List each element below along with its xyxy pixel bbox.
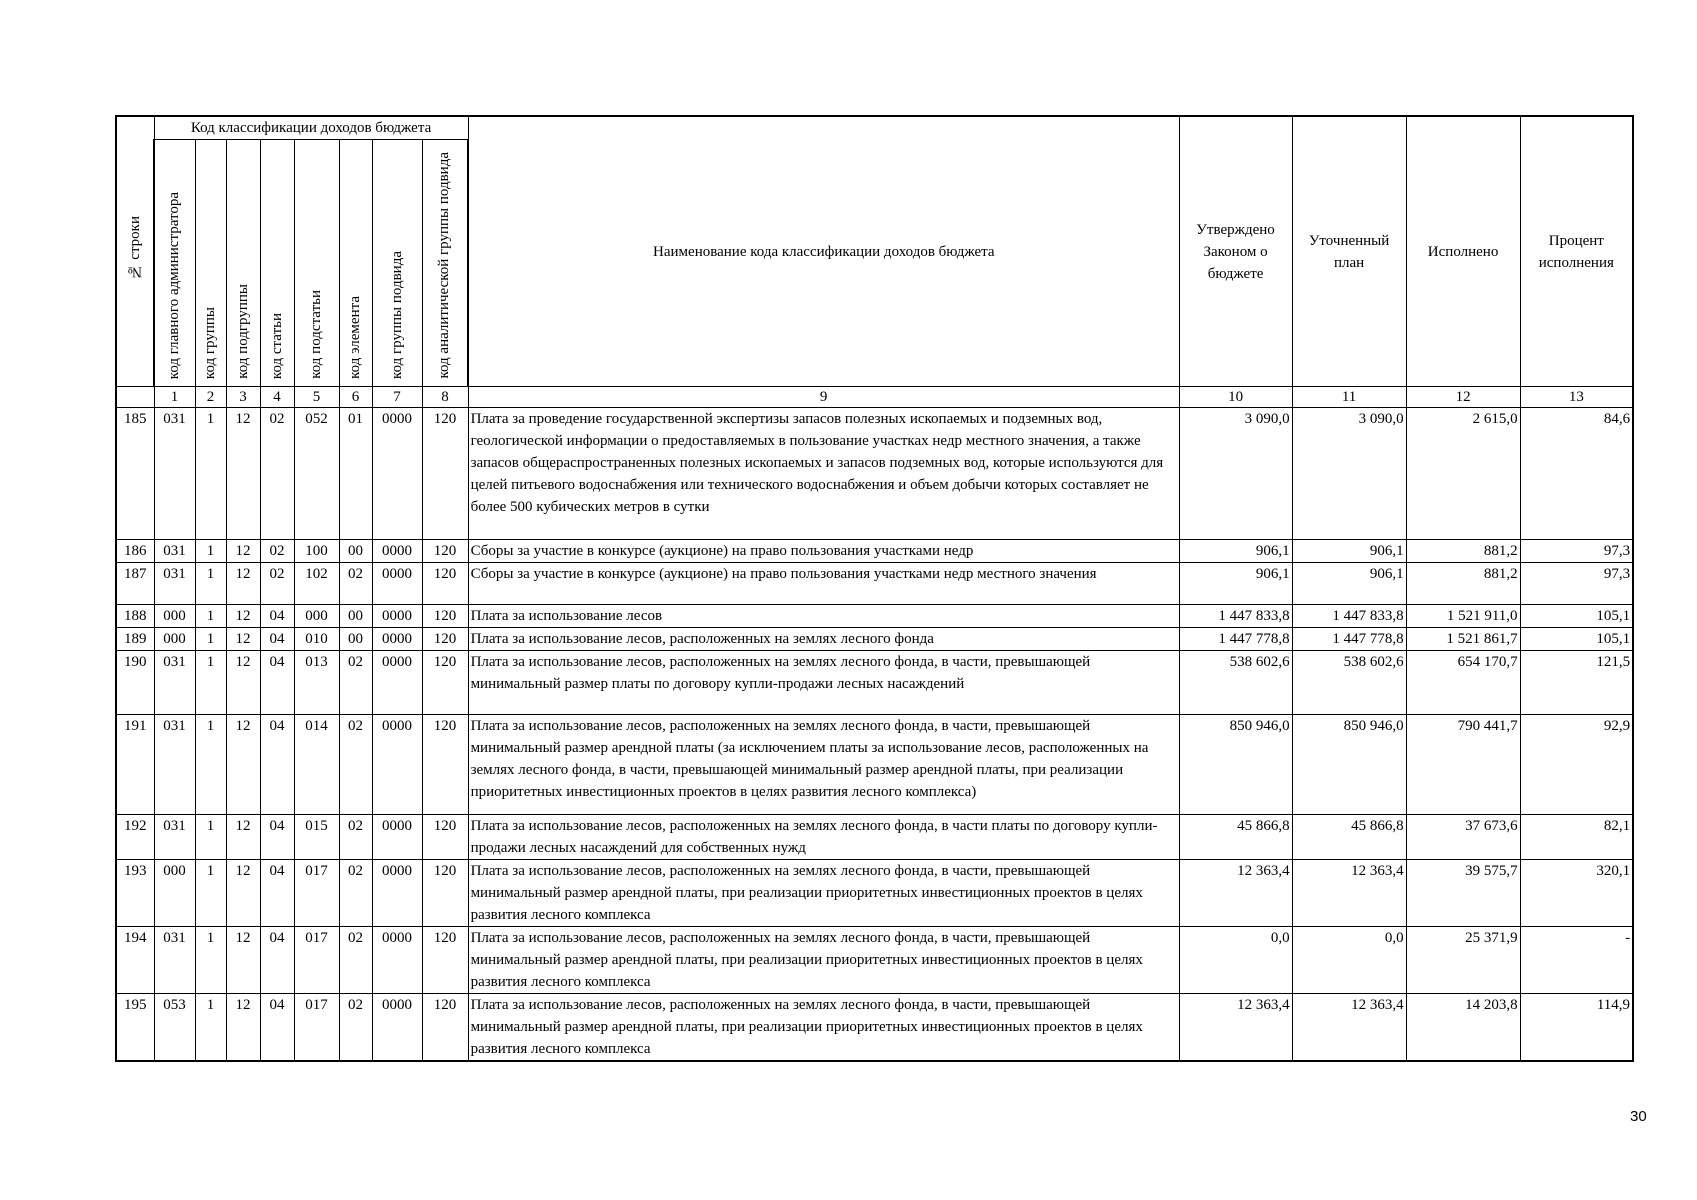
approved-header: Утверждено Законом о бюджете xyxy=(1179,116,1292,387)
executed-value: 37 673,6 xyxy=(1406,815,1520,860)
percent-header: Процент исполнения xyxy=(1520,116,1633,387)
percent-value: 320,1 xyxy=(1520,860,1633,927)
refined-plan-value: 3 090,0 xyxy=(1292,408,1406,540)
subarticle-code: 017 xyxy=(294,994,339,1062)
refined-plan-value: 12 363,4 xyxy=(1292,994,1406,1062)
row-number: 193 xyxy=(116,860,154,927)
table-row xyxy=(116,605,1633,628)
executed-value: 1 521 861,7 xyxy=(1406,628,1520,651)
approved-value: 3 090,0 xyxy=(1179,408,1292,540)
subtype-group-code: 0000 xyxy=(372,408,422,540)
analytic-group-code: 120 xyxy=(422,715,468,815)
subgroup-code: 12 xyxy=(226,408,260,540)
column-number: 2 xyxy=(195,387,226,408)
approved-value: 45 866,8 xyxy=(1179,815,1292,860)
subgroup-code: 12 xyxy=(226,651,260,715)
subarticle-code: 017 xyxy=(294,927,339,994)
executed-value: 654 170,7 xyxy=(1406,651,1520,715)
analytic-group-code: 120 xyxy=(422,815,468,860)
classification-code-group-header: Код классификации доходов бюджета xyxy=(154,116,468,140)
admin-code: 031 xyxy=(154,563,195,605)
row-number: 189 xyxy=(116,628,154,651)
subgroup-code: 12 xyxy=(226,860,260,927)
column-number: 11 xyxy=(1292,387,1406,408)
income-name: Плата за использование лесов, расположенных на землях лесного фонда, в части, превышающей минимальный размер платы по договору купли-продажи лесных насаждений xyxy=(468,651,1179,715)
element-code: 02 xyxy=(339,815,372,860)
column-number: 7 xyxy=(372,387,422,408)
code-header: код аналитической группы подвида xyxy=(422,140,468,387)
approved-value: 906,1 xyxy=(1179,540,1292,563)
article-code: 04 xyxy=(260,860,294,927)
column-number: 13 xyxy=(1520,387,1633,408)
page-number: 30 xyxy=(1630,1108,1647,1125)
group-code: 1 xyxy=(195,540,226,563)
table-row xyxy=(116,563,1633,605)
element-code: 02 xyxy=(339,651,372,715)
subtype-group-code: 0000 xyxy=(372,994,422,1062)
analytic-group-code: 120 xyxy=(422,628,468,651)
income-name: Сборы за участие в конкурсе (аукционе) на право пользования участками недр местного значения xyxy=(468,563,1179,605)
code-header: код группы xyxy=(195,140,226,387)
article-code: 04 xyxy=(260,927,294,994)
refined-plan-value: 538 602,6 xyxy=(1292,651,1406,715)
executed-value: 2 615,0 xyxy=(1406,408,1520,540)
analytic-group-code: 120 xyxy=(422,927,468,994)
executed-value: 39 575,7 xyxy=(1406,860,1520,927)
article-code: 04 xyxy=(260,715,294,815)
code-header: код группы подвида xyxy=(372,140,422,387)
budget-revenue-table xyxy=(115,115,1634,1062)
subarticle-code: 015 xyxy=(294,815,339,860)
subarticle-code: 010 xyxy=(294,628,339,651)
table-row xyxy=(116,715,1633,815)
analytic-group-code: 120 xyxy=(422,651,468,715)
income-name: Плата за проведение государственной экспертизы запасов полезных ископаемых и подземных вод, геологической информации о предоставляемых в пользование участках недр местного значения, а также запасов общераспространенных полезных ископаемых и запасов подземных вод, которые используются для целей питьевого водоснабжения или технического водоснабжения и объем добычи которых составляет не более 500 кубических метров в сутки xyxy=(468,408,1179,540)
group-code: 1 xyxy=(195,563,226,605)
analytic-group-code: 120 xyxy=(422,860,468,927)
approved-value: 0,0 xyxy=(1179,927,1292,994)
article-code: 02 xyxy=(260,540,294,563)
row-number: 191 xyxy=(116,715,154,815)
admin-code: 031 xyxy=(154,408,195,540)
analytic-group-code: 120 xyxy=(422,563,468,605)
column-number: 3 xyxy=(226,387,260,408)
admin-code: 031 xyxy=(154,715,195,815)
subtype-group-code: 0000 xyxy=(372,651,422,715)
admin-code: 031 xyxy=(154,815,195,860)
column-number: 12 xyxy=(1406,387,1520,408)
subarticle-code: 014 xyxy=(294,715,339,815)
code-header: код главного администратора xyxy=(154,140,195,387)
element-code: 00 xyxy=(339,540,372,563)
column-number: 6 xyxy=(339,387,372,408)
executed-value: 14 203,8 xyxy=(1406,994,1520,1062)
admin-code: 000 xyxy=(154,628,195,651)
article-code: 04 xyxy=(260,815,294,860)
refined-plan-value: 906,1 xyxy=(1292,563,1406,605)
table-body xyxy=(116,408,1633,1062)
executed-value: 790 441,7 xyxy=(1406,715,1520,815)
table-row xyxy=(116,408,1633,540)
approved-value: 906,1 xyxy=(1179,563,1292,605)
row-number: 194 xyxy=(116,927,154,994)
executed-header: Исполнено xyxy=(1406,116,1520,387)
percent-value: 92,9 xyxy=(1520,715,1633,815)
article-code: 04 xyxy=(260,605,294,628)
table-row xyxy=(116,927,1633,994)
approved-value: 1 447 778,8 xyxy=(1179,628,1292,651)
subarticle-code: 017 xyxy=(294,860,339,927)
element-code: 02 xyxy=(339,563,372,605)
element-code: 02 xyxy=(339,927,372,994)
group-code: 1 xyxy=(195,408,226,540)
executed-value: 1 521 911,0 xyxy=(1406,605,1520,628)
group-code: 1 xyxy=(195,815,226,860)
subtype-group-code: 0000 xyxy=(372,927,422,994)
table-row xyxy=(116,651,1633,715)
analytic-group-code: 120 xyxy=(422,605,468,628)
income-name: Плата за использование лесов, расположенных на землях лесного фонда, в части, превышающей минимальный размер арендной платы, при реализации приоритетных инвестиционных проектов в целях развития лесного комплекса xyxy=(468,860,1179,927)
name-header: Наименование кода классификации доходов бюджета xyxy=(468,116,1179,387)
column-number: 5 xyxy=(294,387,339,408)
refined-plan-value: 0,0 xyxy=(1292,927,1406,994)
column-number: 10 xyxy=(1179,387,1292,408)
subtype-group-code: 0000 xyxy=(372,540,422,563)
income-name: Плата за использование лесов, расположенных на землях лесного фонда xyxy=(468,628,1179,651)
income-name: Плата за использование лесов xyxy=(468,605,1179,628)
refined-plan-value: 45 866,8 xyxy=(1292,815,1406,860)
percent-value: 105,1 xyxy=(1520,628,1633,651)
approved-value: 12 363,4 xyxy=(1179,860,1292,927)
table-row xyxy=(116,815,1633,860)
subgroup-code: 12 xyxy=(226,605,260,628)
column-number: 4 xyxy=(260,387,294,408)
group-code: 1 xyxy=(195,927,226,994)
element-code: 02 xyxy=(339,994,372,1062)
admin-code: 031 xyxy=(154,651,195,715)
group-code: 1 xyxy=(195,715,226,815)
row-number: 187 xyxy=(116,563,154,605)
column-number: 1 xyxy=(154,387,195,408)
subtype-group-code: 0000 xyxy=(372,605,422,628)
approved-value: 12 363,4 xyxy=(1179,994,1292,1062)
executed-value: 881,2 xyxy=(1406,540,1520,563)
admin-code: 053 xyxy=(154,994,195,1062)
group-code: 1 xyxy=(195,994,226,1062)
analytic-group-code: 120 xyxy=(422,994,468,1062)
article-code: 04 xyxy=(260,994,294,1062)
subgroup-code: 12 xyxy=(226,994,260,1062)
subgroup-code: 12 xyxy=(226,563,260,605)
element-code: 00 xyxy=(339,605,372,628)
subgroup-code: 12 xyxy=(226,815,260,860)
group-code: 1 xyxy=(195,651,226,715)
admin-code: 000 xyxy=(154,860,195,927)
row-number-header: № строки xyxy=(116,116,154,387)
row-number: 185 xyxy=(116,408,154,540)
refined-plan-value: 12 363,4 xyxy=(1292,860,1406,927)
subtype-group-code: 0000 xyxy=(372,715,422,815)
row-number: 190 xyxy=(116,651,154,715)
column-numbers-row xyxy=(116,387,1633,408)
subtype-group-code: 0000 xyxy=(372,563,422,605)
percent-value: 97,3 xyxy=(1520,540,1633,563)
refined-plan-value: 1 447 833,8 xyxy=(1292,605,1406,628)
row-number: 188 xyxy=(116,605,154,628)
admin-code: 031 xyxy=(154,540,195,563)
row-number: 192 xyxy=(116,815,154,860)
group-code: 1 xyxy=(195,605,226,628)
percent-value: 82,1 xyxy=(1520,815,1633,860)
article-code: 04 xyxy=(260,651,294,715)
percent-value: 121,5 xyxy=(1520,651,1633,715)
code-header: код статьи xyxy=(260,140,294,387)
article-code: 04 xyxy=(260,628,294,651)
subarticle-code: 000 xyxy=(294,605,339,628)
code-header: код элемента xyxy=(339,140,372,387)
group-code: 1 xyxy=(195,628,226,651)
subtype-group-code: 0000 xyxy=(372,860,422,927)
income-name: Плата за использование лесов, расположенных на землях лесного фонда, в части платы по договору купли-продажи лесных насаждений для собственных нужд xyxy=(468,815,1179,860)
subarticle-code: 102 xyxy=(294,563,339,605)
income-name: Плата за использование лесов, расположенных на землях лесного фонда, в части, превышающей минимальный размер арендной платы, при реализации приоритетных инвестиционных проектов в целях развития лесного комплекса xyxy=(468,994,1179,1062)
column-number: 9 xyxy=(468,387,1179,408)
subarticle-code: 100 xyxy=(294,540,339,563)
percent-value: 84,6 xyxy=(1520,408,1633,540)
subgroup-code: 12 xyxy=(226,715,260,815)
refined-plan-value: 850 946,0 xyxy=(1292,715,1406,815)
element-code: 02 xyxy=(339,715,372,815)
code-header: код подстатьи xyxy=(294,140,339,387)
income-name: Плата за использование лесов, расположенных на землях лесного фонда, в части, превышающей минимальный размер арендной платы, при реализации приоритетных инвестиционных проектов в целях развития лесного комплекса xyxy=(468,927,1179,994)
executed-value: 25 371,9 xyxy=(1406,927,1520,994)
article-code: 02 xyxy=(260,563,294,605)
column-number xyxy=(116,387,154,408)
article-code: 02 xyxy=(260,408,294,540)
subgroup-code: 12 xyxy=(226,540,260,563)
executed-value: 881,2 xyxy=(1406,563,1520,605)
income-name: Сборы за участие в конкурсе (аукционе) на право пользования участками недр xyxy=(468,540,1179,563)
approved-value: 538 602,6 xyxy=(1179,651,1292,715)
subtype-group-code: 0000 xyxy=(372,628,422,651)
percent-value: 97,3 xyxy=(1520,563,1633,605)
percent-value: 114,9 xyxy=(1520,994,1633,1062)
table-row xyxy=(116,860,1633,927)
subarticle-code: 013 xyxy=(294,651,339,715)
element-code: 00 xyxy=(339,628,372,651)
percent-value: - xyxy=(1520,927,1633,994)
approved-value: 850 946,0 xyxy=(1179,715,1292,815)
subgroup-code: 12 xyxy=(226,628,260,651)
admin-code: 000 xyxy=(154,605,195,628)
table-row xyxy=(116,994,1633,1062)
code-header: код подгруппы xyxy=(226,140,260,387)
column-number: 8 xyxy=(422,387,468,408)
group-code: 1 xyxy=(195,860,226,927)
admin-code: 031 xyxy=(154,927,195,994)
element-code: 01 xyxy=(339,408,372,540)
refined-plan-header: Уточненный план xyxy=(1292,116,1406,387)
approved-value: 1 447 833,8 xyxy=(1179,605,1292,628)
table-row xyxy=(116,628,1633,651)
income-name: Плата за использование лесов, расположенных на землях лесного фонда, в части, превышающей минимальный размер арендной платы (за исключением платы за использование лесов, расположенных на землях лесного фонда, в части, превышающей минимальный размер арендной платы, при реализации приоритетных инвестиционных проектов в целях развития лесного комплекса) xyxy=(468,715,1179,815)
analytic-group-code: 120 xyxy=(422,408,468,540)
subgroup-code: 12 xyxy=(226,927,260,994)
analytic-group-code: 120 xyxy=(422,540,468,563)
row-number: 195 xyxy=(116,994,154,1062)
refined-plan-value: 906,1 xyxy=(1292,540,1406,563)
percent-value: 105,1 xyxy=(1520,605,1633,628)
refined-plan-value: 1 447 778,8 xyxy=(1292,628,1406,651)
element-code: 02 xyxy=(339,860,372,927)
subarticle-code: 052 xyxy=(294,408,339,540)
row-number: 186 xyxy=(116,540,154,563)
table-row xyxy=(116,540,1633,563)
subtype-group-code: 0000 xyxy=(372,815,422,860)
